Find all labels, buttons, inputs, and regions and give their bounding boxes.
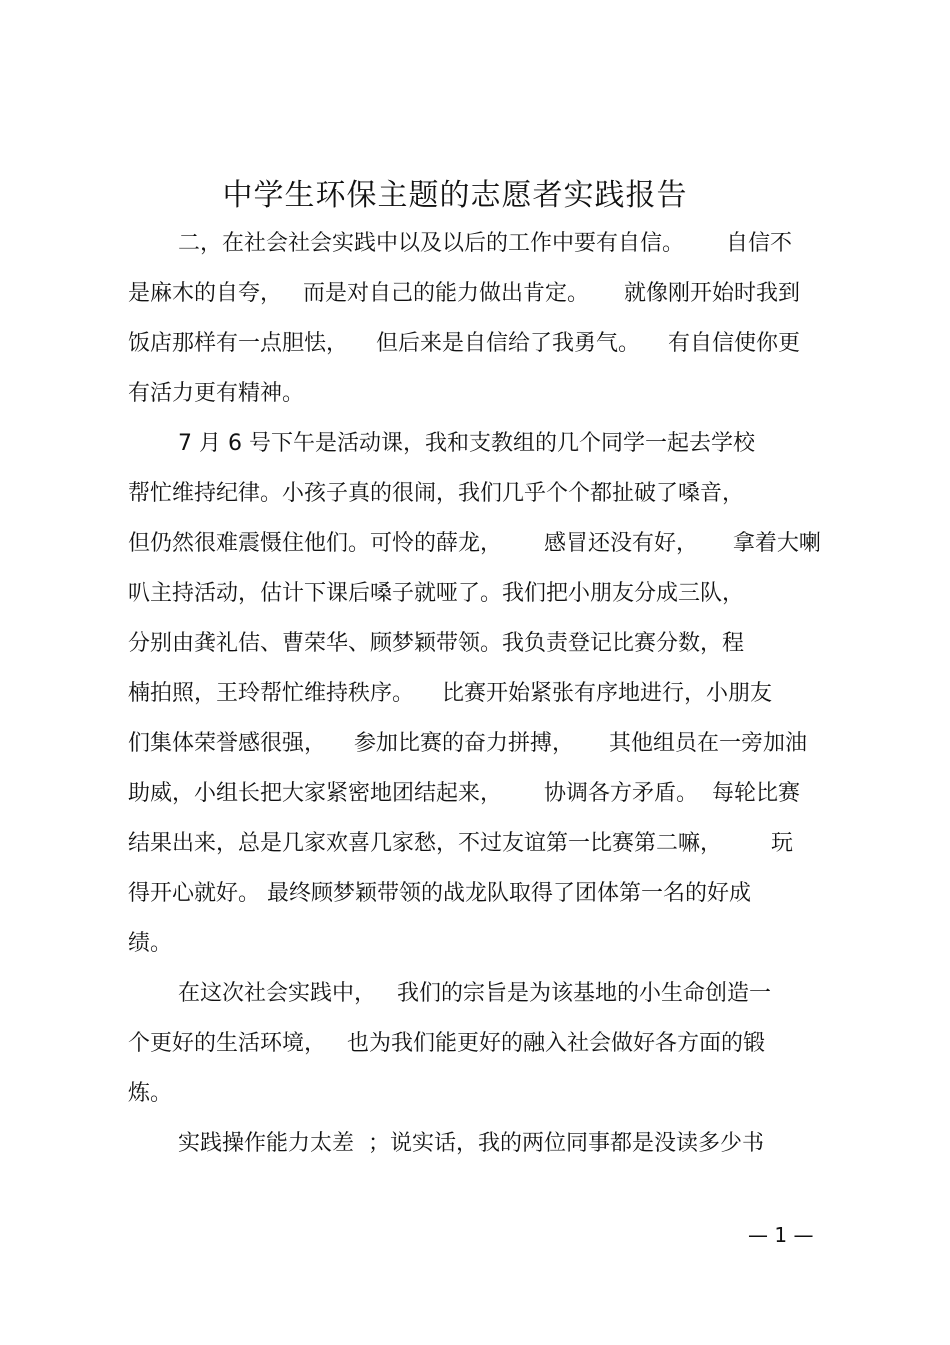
- paragraph-2-line-10: 得开心就好。 最终顾梦颖带领的战龙队取得了团体第一名的好成: [128, 881, 751, 906]
- paragraph-3-line-3: 炼。: [128, 1081, 173, 1106]
- paragraph-2-line-11: 绩。: [128, 931, 173, 956]
- paragraph-2-line-3: 但仍然很难震慑住他们。可怜的薛龙， 感冒还没有好， 拿着大喇: [128, 531, 821, 556]
- paragraph-1-line-1: 二，在社会社会实践中以及以后的工作中要有自信。 自信不: [178, 231, 792, 256]
- paragraph-2-line-8: 助威，小组长把大家紧密地团结起来， 协调各方矛盾。 每轮比赛: [128, 781, 800, 806]
- paragraph-1-line-2: 是麻木的自夸， 而是对自己的能力做出肯定。 就像刚开始时我到: [128, 281, 800, 306]
- page-number: — 1 —: [748, 1223, 814, 1247]
- document-title: 中学生环保主题的志愿者实践报告: [222, 178, 688, 213]
- paragraph-2-line-4: 叭主持活动，估计下课后嗓子就哑了。我们把小朋友分成三队，: [128, 581, 745, 606]
- paragraph-2-line-1: 7 月 6 号下午是活动课，我和支教组的几个同学一起去学校: [178, 431, 755, 456]
- paragraph-1-line-3: 饭店那样有一点胆怯， 但后来是自信给了我勇气。 有自信使你更: [128, 331, 800, 356]
- paragraph-2-line-6: 楠拍照，王玲帮忙维持秩序。 比赛开始紧张有序地进行，小朋友: [128, 681, 772, 706]
- paragraph-3-line-2: 个更好的生活环境， 也为我们能更好的融入社会做好各方面的锻: [128, 1031, 765, 1056]
- paragraph-2-line-9: 结果出来，总是几家欢喜几家愁，不过友谊第一比赛第二嘛， 玩: [128, 831, 793, 856]
- paragraph-1-line-4: 有活力更有精神。: [128, 381, 305, 406]
- paragraph-2-line-5: 分别由龚礼佶、曹荣华、顾梦颖带领。我负责登记比赛分数，程: [128, 631, 745, 656]
- paragraph-2-line-2: 帮忙维持纪律。小孩子真的很闹，我们几乎个个都扯破了嗓音，: [128, 481, 745, 506]
- paragraph-2-line-7: 们集体荣誉感很强， 参加比赛的奋力拼搏， 其他组员在一旁加油: [128, 731, 807, 756]
- paragraph-3-line-1: 在这次社会实践中， 我们的宗旨是为该基地的小生命创造一: [178, 981, 771, 1006]
- paragraph-4-line-1: 实践操作能力太差 ；说实话，我的两位同事都是没读多少书: [178, 1131, 764, 1156]
